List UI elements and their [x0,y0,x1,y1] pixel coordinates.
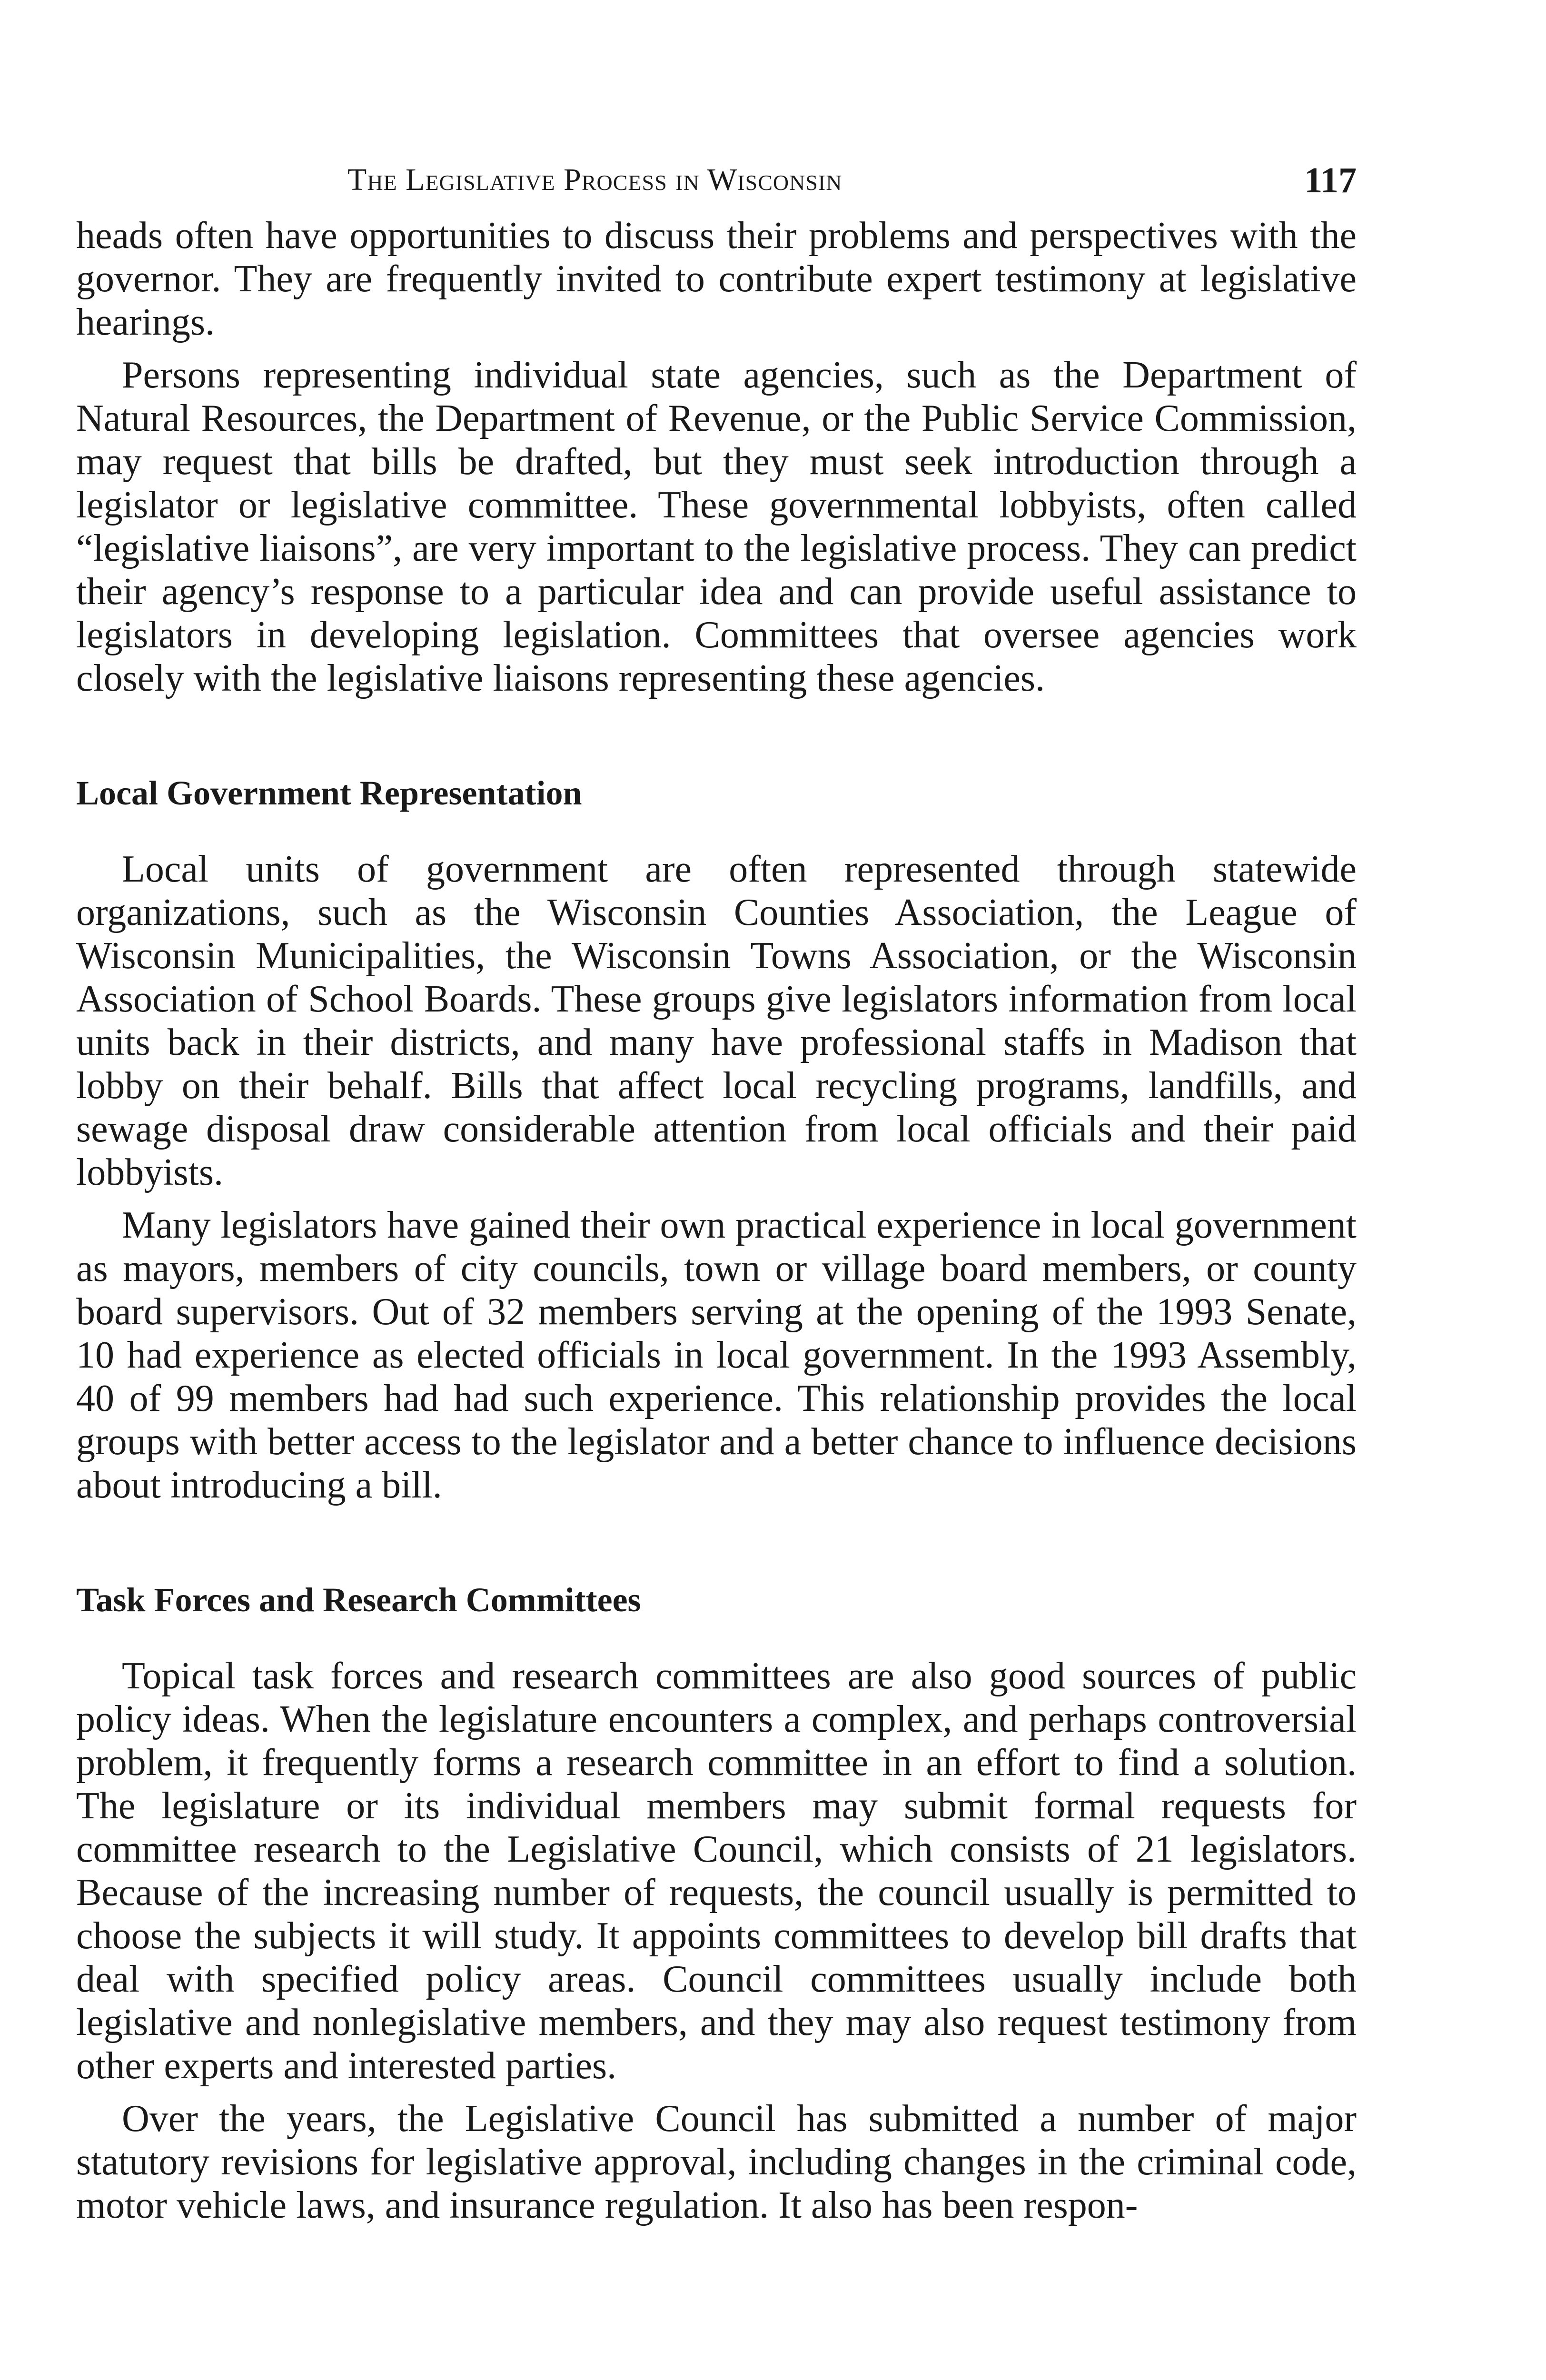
running-header [76,162,1357,214]
paragraph-state-agencies: Persons representing individual state agencies, such as the Department of Natural Resources, the Department of Revenue, or the Public Service Commission, may request that bills be drafted, but they must seek introduction through a legislator or legislative committee. These governmental lobbyists, often called “legislative liaisons”, are very important to the legislative process. They can predict their agency’s response to a particular idea and can provide useful assistance to legislators in developing legislation. Committees that oversee agencies work closely with the legislative liaisons representing these agencies. [76,354,1357,699]
paragraph-local-organizations: Local units of government are often represented through statewide organizations, such as the Wisconsin Counties Association, the League of Wisconsin Municipalities, the Wisconsin Towns Association, or the Wisconsin Association of School Boards. These groups give legislators information from local units back in their districts, and many have professional staffs in Madison that lobby on their behalf. Bills that affect local recycling programs, landfills, and sewage disposal draw considerable attention from local officials and their paid lobbyists. [76,848,1357,1193]
heading-local-government: Local Government Representation [76,774,582,812]
paragraph-task-forces: Topical task forces and research committees are also good sources of public policy ideas. When the legislature encounters a complex, and perhaps controversial problem, it frequently forms a research committee in an effort to find a solution. The legislature or its individual members may submit formal requests for committee research to the Legislative Council, which consists of 21 legislators. Because of the increasing number of requests, the council usually is permitted to choose the subjects it will study. It appoints committees to develop bill drafts that deal with specified policy areas. Council committees usually include both legislative and nonlegislative members, and they may also request testimony from other experts and interested parties. [76,1655,1357,2087]
paragraph-continued: heads often have opportunities to discuss their problems and perspectives with the governor. They are frequently invited to contribute expert testimony at legislative hearings. [76,215,1357,343]
page-number: 117 [1304,160,1357,200]
running-title: The Legislative Process in Wisconsin [347,162,842,197]
paragraph-council-revisions: Over the years, the Legislative Council has submitted a number of major statutory revisions for legislative approval, including changes in the criminal code, motor vehicle laws, and insurance regulation. It also has been respon- [76,2098,1357,2226]
heading-task-forces: Task Forces and Research Committees [76,1581,641,1619]
document-page [76,162,1357,2227]
paragraph-local-experience: Many legislators have gained their own practical experience in local government as mayors, members of city councils, town or village board members, or county board supervisors. Out of 32 members serving at the opening of the 1993 Senate, 10 had experience as elected officials in local government. In the 1993 Assembly, 40 of 99 members had had such experience. This relationship provides the local groups with better access to the legislator and a better chance to influence decisions about introducing a bill. [76,1204,1357,1506]
